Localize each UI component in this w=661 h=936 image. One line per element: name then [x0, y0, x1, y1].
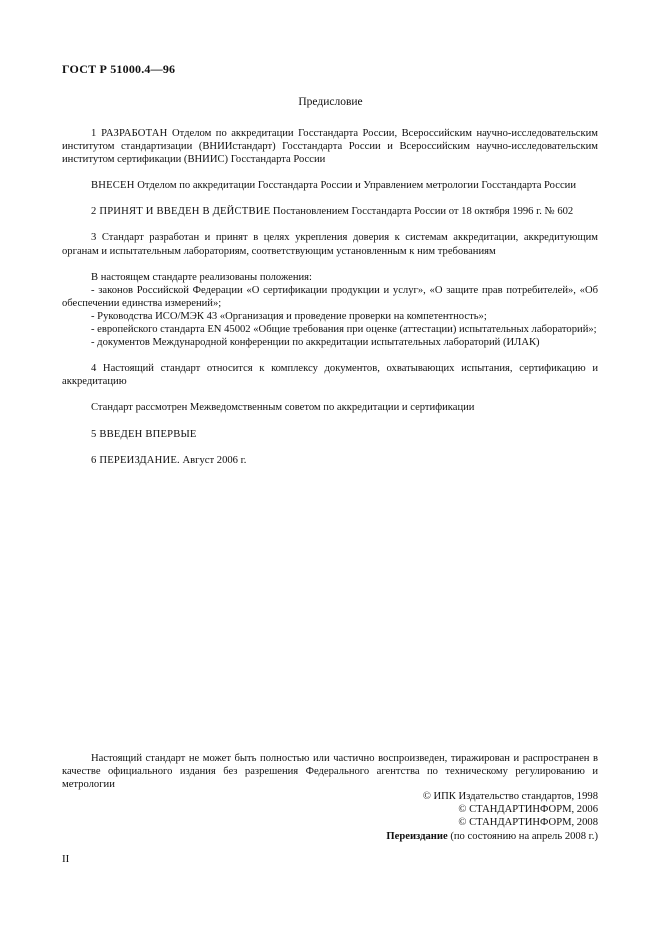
reprint-text: (по состоянию на апрель 2008 г.)	[450, 830, 598, 842]
list-item: - документов Международной конференции по аккредитации испытательных лабораторий (ИЛАК)	[91, 337, 540, 349]
section-5: 5 ВВЕДЕН ВПЕРВЫЕ	[91, 428, 197, 440]
reprint-line	[386, 830, 598, 843]
provisions-intro: В настоящем стандарте реализованы положения:	[91, 271, 312, 283]
document-code-header: ГОСТ Р 51000.4—96	[62, 62, 176, 76]
page-title: Предисловие	[298, 96, 363, 108]
section-3: 3 Стандарт разработан и принят в целях укрепления доверия к системам аккредитации, аккредитующим органам и испытательным лабораториям, соответствующим установленным к ним требованиям	[62, 232, 598, 257]
copyright-line: © ИПК Издательство стандартов, 1998	[422, 791, 598, 802]
list-item: - европейского стандарта EN 45002 «Общие требования при оценке (аттестации) испытательных лабораторий»;	[91, 324, 597, 336]
introduced-text: Отделом по аккредитации Госстандарта России и Управлением метрологии Госстандарта России	[137, 180, 576, 192]
section-2-lead: 2 ПРИНЯТ И ВВЕДЕН В ДЕЙСТВИЕ	[91, 206, 271, 218]
copyright-line: © СТАНДАРТИНФОРМ, 2006	[458, 804, 598, 816]
provisions-list	[62, 271, 598, 350]
reproduction-notice: Настоящий стандарт не может быть полностью или частично воспроизведен, тиражирован и распространен в качестве официального издания без разрешения Федерального агентства по техническому регулированию и метрологии	[62, 752, 598, 790]
reprint-label: Переиздание	[386, 830, 448, 842]
section-6-text: Август 2006 г.	[182, 454, 247, 466]
section-4: 4 Настоящий стандарт относится к комплексу документов, охватывающих испытания, сертификацию и аккредитацию	[62, 363, 598, 388]
section-1-lead: 1 РАЗРАБОТАН	[91, 128, 168, 139]
section-6	[62, 454, 598, 467]
copyright-block	[386, 790, 598, 843]
list-item: - законов Российской Федерации «О сертификации продукции и услуг», «О защите прав потребителей», «Об обеспечении единства измерений»;	[62, 284, 598, 309]
section-6-lead: 6 ПЕРЕИЗДАНИЕ.	[91, 454, 180, 466]
foreword-body	[62, 127, 598, 480]
list-item: - Руководства ИСО/МЭК 43 «Организация и проведение проверки на компетентность»;	[91, 310, 487, 322]
section-2	[62, 205, 598, 218]
reviewed-paragraph: Стандарт рассмотрен Межведомственным советом по аккредитации и сертификации	[91, 402, 475, 414]
introduced-lead: ВНЕСЕН	[91, 180, 135, 192]
copyright-line: © СТАНДАРТИНФОРМ, 2008	[458, 817, 598, 829]
section-1-text: Отделом по аккредитации Госстандарта России, Всероссийским научно-исследовательским институтом стандартизации (ВНИИстандарт) Госстандарта России и Всероссийским научно-исследовательским институтом сертификации (ВНИИС) Госстандарта России	[62, 128, 598, 166]
introduced-paragraph	[62, 179, 598, 192]
page-number: II	[62, 853, 70, 865]
section-2-text: Постановлением Госстандарта России от 18 октября 1996 г. № 602	[272, 206, 574, 218]
section-1	[62, 127, 598, 166]
